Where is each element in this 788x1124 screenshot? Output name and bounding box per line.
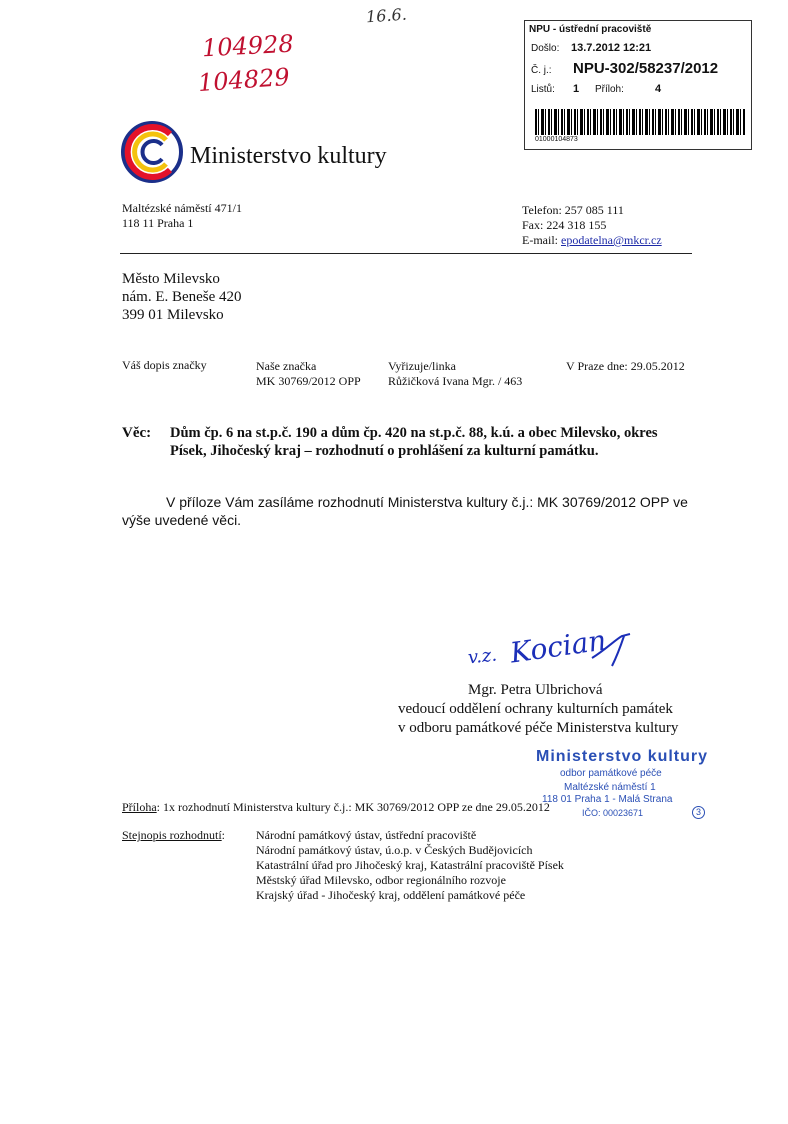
body-line1: V příloze Vám zasíláme rozhodnutí Ministerstva kultury č.j.: MK 30769/2012 OPP ve <box>166 494 688 510</box>
attachment-row <box>122 800 550 815</box>
official-stamp-number: 3 <box>692 806 705 819</box>
recipient-line2: nám. E. Beneše 420 <box>122 289 242 305</box>
subject-line1: Dům čp. 6 na st.p.č. 190 a dům čp. 420 na st.p.č. 88, k.ú. a obec Milevsko, okres <box>170 425 658 441</box>
sender-email-link[interactable]: epodatelna@mkcr.cz <box>561 233 662 247</box>
subject-line2: Písek, Jihočeský kraj – rozhodnutí o prohlášení za kulturní památku. <box>170 443 599 459</box>
sender-phone: Telefon: 257 085 111 <box>522 203 624 217</box>
attachments-label: Příloh: <box>595 84 624 95</box>
handwritten-number-2: 104829 <box>197 62 291 98</box>
recipient-line1: Město Milevsko <box>122 271 220 287</box>
attachment-label: Příloha <box>122 800 157 814</box>
sender-address-line1: Maltézské náměstí 471/1 <box>122 201 242 215</box>
ref-label: Č. j.: <box>531 65 552 76</box>
ministry-c-logo-icon <box>120 120 184 184</box>
body-line2: výše uvedené věci. <box>122 512 242 528</box>
copies-item: Národní památkový ústav, ú.o.p. v Českých Budějovicích <box>256 843 533 857</box>
handwritten-number-1: 104928 <box>201 29 295 63</box>
header-divider <box>120 253 692 254</box>
handled-label: Vyřizuje/linka <box>388 359 456 373</box>
ministry-logo <box>120 120 184 184</box>
subject-label: Věc: <box>122 425 152 441</box>
official-stamp <box>520 748 720 820</box>
your-ref-label: Váš dopis značky <box>122 358 207 372</box>
letter-date: V Praze dne: 29.05.2012 <box>566 359 685 373</box>
sender-email-row <box>522 233 662 248</box>
barcode <box>535 109 745 135</box>
official-stamp-line3: Maltézské náměstí 1 <box>564 782 656 793</box>
attachments-value: 4 <box>655 83 662 95</box>
signatory-title1: vedoucí oddělení ochrany kulturních památek <box>398 701 673 717</box>
received-value: 13.7.2012 12:21 <box>571 42 652 54</box>
registry-stamp <box>524 20 752 150</box>
signatory-title2: v odboru památkové péče Ministerstva kultury <box>398 720 679 736</box>
signature-flourish <box>590 628 640 673</box>
copies-colon: : <box>221 828 226 842</box>
official-stamp-line2: odbor památkové péče <box>560 768 662 779</box>
copies-label-row <box>122 828 225 843</box>
registry-stamp-title: NPU - ústřední pracoviště <box>529 24 652 35</box>
copies-item: Městský úřad Milevsko, odbor regionálního rozvoje <box>256 873 506 887</box>
handwritten-signature: Kocian <box>508 623 609 670</box>
ref-value: NPU-302/58237/2012 <box>573 60 719 77</box>
official-stamp-line1: Ministerstvo kultury <box>536 748 709 765</box>
signature-prefix: v.z. <box>466 644 498 669</box>
ministry-name: Ministerstvo kultury <box>190 143 387 169</box>
our-ref-label: Naše značka <box>256 359 317 373</box>
sender-address-line2: 118 11 Praha 1 <box>122 216 194 230</box>
signatory-name: Mgr. Petra Ulbrichová <box>468 682 603 698</box>
sheets-value: 1 <box>573 83 580 95</box>
copies-item: Národní památkový ústav, ústřední pracoviště <box>256 828 477 842</box>
copies-item: Krajský úřad - Jihočeský kraj, oddělení památkové péče <box>256 888 526 902</box>
official-stamp-line5: IČO: 00023671 <box>582 808 644 818</box>
handwritten-top-note: 16.6. <box>365 4 408 27</box>
copies-item: Katastrální úřad pro Jihočeský kraj, Katastrální pracoviště Písek <box>256 858 564 872</box>
official-stamp-line4: 118 01 Praha 1 - Malá Strana <box>542 794 673 805</box>
copies-label: Stejnopis rozhodnutí <box>122 828 222 842</box>
sender-fax: Fax: 224 318 155 <box>522 218 607 232</box>
our-ref-value: MK 30769/2012 OPP <box>256 374 361 388</box>
attachment-text: : 1x rozhodnutí Ministerstva kultury č.j.: MK 30769/2012 OPP ze dne 29.05.2012 <box>156 800 550 814</box>
handled-value: Růžičková Ivana Mgr. / 463 <box>388 374 523 388</box>
sender-email-label: E-mail: <box>522 233 558 247</box>
received-label: Došlo: <box>531 43 560 54</box>
sheets-label: Listů: <box>531 84 555 95</box>
barcode-number: 01000104873 <box>535 136 578 143</box>
recipient-line3: 399 01 Milevsko <box>122 307 224 323</box>
